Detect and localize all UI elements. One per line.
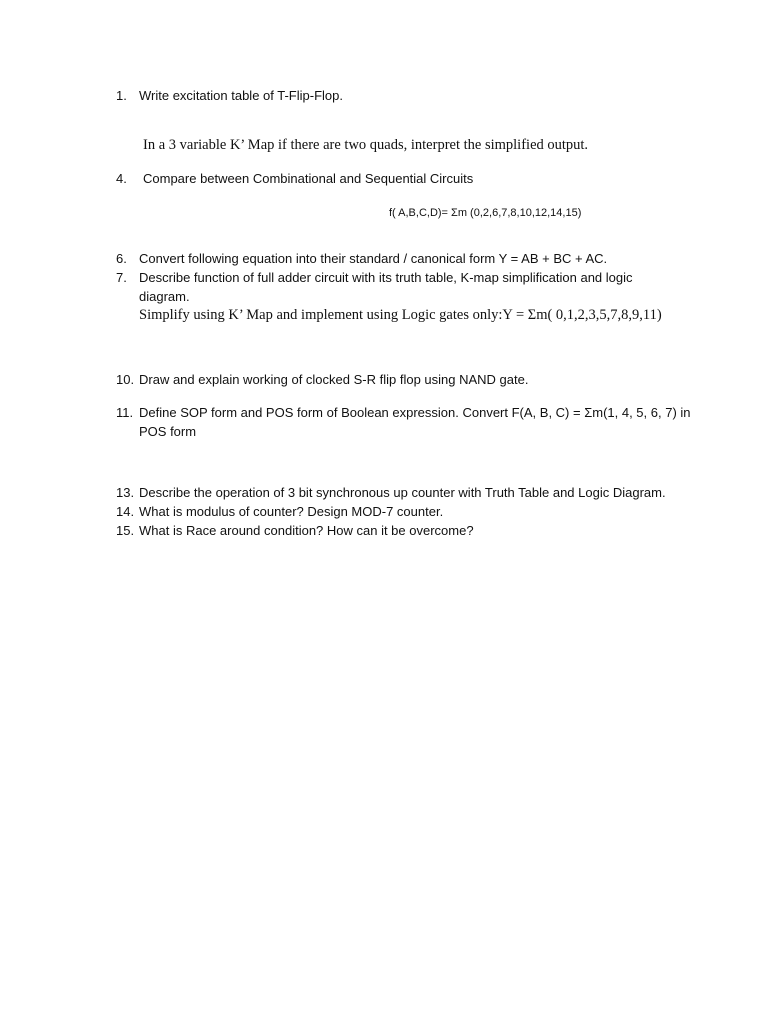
question-text: Compare between Combinational and Sequential Circuits (143, 171, 474, 186)
item-number: 15. (116, 523, 135, 538)
item-number: 7. (116, 270, 127, 285)
item-number: 10. (116, 372, 135, 387)
question-text: What is modulus of counter? Design MOD-7 counter. (139, 504, 444, 519)
item-number: 14. (116, 504, 135, 519)
question-text: Write excitation table of T-Flip-Flop. (139, 88, 343, 103)
item-number: 4. (116, 171, 127, 186)
minterm-expression: f( A,B,C,D)= Σm (0,2,6,7,8,10,12,14,15) (389, 207, 582, 219)
question-text: Convert following equation into their standard / canonical form Y = AB + BC + AC. (139, 251, 608, 266)
question-text: Describe function of full adder circuit with its truth table, K-map simplification and logic (139, 270, 633, 285)
question-text: Describe the operation of 3 bit synchronous up counter with Truth Table and Logic Diagram. (139, 485, 666, 500)
question-text-continued: POS form (139, 424, 197, 439)
question-text: What is Race around condition? How can it be overcome? (139, 523, 474, 538)
item-number: 1. (116, 88, 127, 103)
question-text-continued: diagram. (139, 289, 190, 304)
question-text: Simplify using K’ Map and implement using Logic gates only:Y = Σm( 0,1,2,3,5,7,8,9,11) (139, 307, 662, 323)
item-number: 13. (116, 485, 135, 500)
question-text: In a 3 variable K’ Map if there are two quads, interpret the simplified output. (143, 137, 589, 153)
question-text: Define SOP form and POS form of Boolean expression. Convert F(A, B, C) = Σm(1, 4, 5, 6, 7) in (139, 405, 691, 420)
question-text: Draw and explain working of clocked S-R flip flop using NAND gate. (139, 372, 529, 387)
item-number: 11. (116, 405, 134, 420)
item-number: 6. (116, 251, 127, 266)
